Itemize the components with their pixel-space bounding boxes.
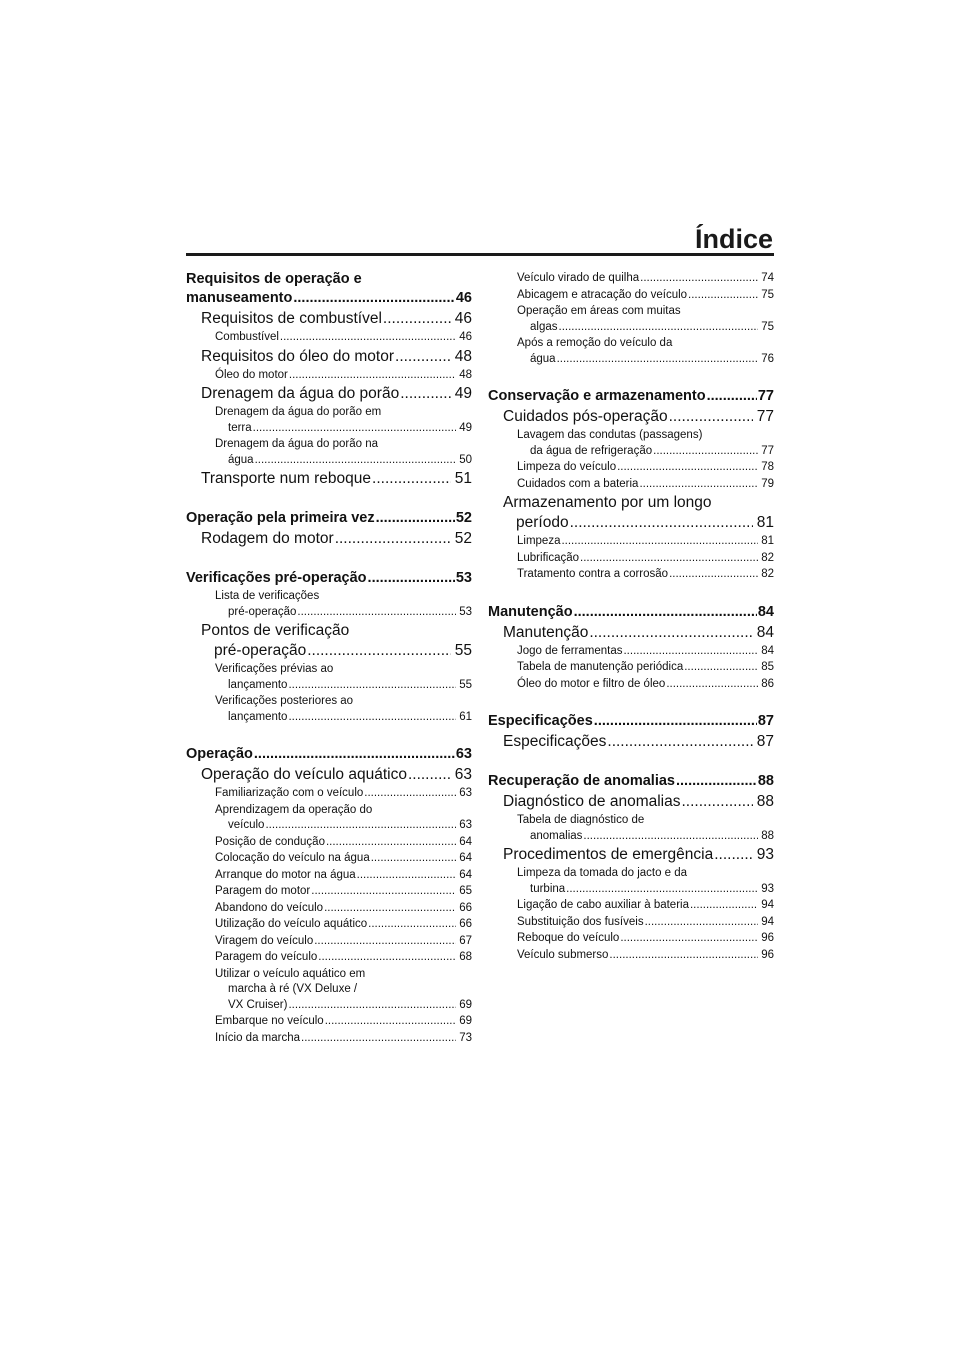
dot-leader	[376, 509, 455, 528]
toc-entry-level-3[interactable]	[186, 1014, 472, 1030]
dot-leader	[254, 745, 455, 764]
toc-entry-title: Arranque do motor na água	[215, 868, 356, 881]
toc-entry-level-3[interactable]	[488, 567, 774, 583]
dot-leader	[297, 605, 456, 621]
toc-entry-level-2[interactable]	[186, 529, 472, 549]
page-number: 49	[454, 385, 472, 402]
toc-entry-title: Abicagem e atracação do veículo	[517, 288, 688, 301]
dot-leader	[265, 818, 456, 834]
toc-entry-title: lançamento	[228, 678, 288, 691]
toc-entry-title: anomalias	[530, 829, 583, 842]
dot-leader	[372, 469, 451, 489]
toc-entry-title-line: Drenagem da água do porão na	[215, 438, 379, 450]
toc-entry-title: pré-operação	[214, 642, 307, 659]
page-number: 79	[761, 477, 774, 490]
dot-leader	[669, 407, 753, 427]
page-number: 46	[459, 331, 472, 343]
toc-entry-title-line: Requisitos de operação e	[186, 271, 362, 287]
page-number: 81	[761, 535, 774, 547]
toc-entry-level-1[interactable]	[488, 603, 774, 622]
toc-entry-title-line: Lavagem das condutas (passagens)	[517, 429, 703, 441]
page-number: 64	[459, 835, 472, 848]
page-number: 63	[454, 766, 472, 783]
toc-entry-title: Óleo do motor	[215, 368, 288, 381]
dot-leader	[609, 948, 758, 964]
toc-entry-title: Início da marcha	[215, 1031, 301, 1044]
page-number: 82	[761, 568, 774, 580]
toc-section	[186, 569, 472, 725]
toc-entry-level-3[interactable]	[488, 948, 774, 964]
toc-entry-title: Requisitos do óleo do motor	[201, 347, 395, 365]
page-number: 88	[757, 773, 774, 789]
page-number: 48	[454, 347, 472, 365]
toc-entry-title-line: Lista de verificações	[215, 590, 320, 602]
toc-entry-level-2[interactable]	[488, 845, 774, 865]
toc-entry-title: Manutenção	[503, 623, 589, 641]
page-number: 63	[459, 819, 472, 831]
toc-entry-title-line: Após a remoção do veículo da	[517, 337, 673, 349]
toc-entry-level-3[interactable]	[488, 677, 774, 693]
toc-entry-title: Tratamento contra a corrosão	[517, 568, 669, 580]
dot-leader	[288, 678, 456, 694]
toc-entry-title: VX Cruiser)	[228, 998, 288, 1011]
dot-leader	[561, 534, 758, 550]
toc-entry-title: Requisitos de combustível	[201, 310, 382, 327]
toc-entry-level-1[interactable]	[186, 270, 472, 308]
dot-leader	[408, 765, 451, 785]
page-number: 53	[459, 605, 472, 618]
page-number: 67	[459, 934, 472, 947]
page-number: 55	[459, 678, 472, 691]
toc-section	[488, 603, 774, 693]
dot-leader	[690, 898, 758, 914]
page-number: 55	[454, 642, 472, 659]
toc-entry-title: manuseamento	[186, 290, 293, 306]
toc-entry-title-line: Operação em áreas com muitas	[517, 305, 681, 317]
dot-leader	[623, 644, 758, 660]
dot-leader	[620, 931, 758, 947]
dot-leader	[574, 603, 757, 622]
toc-entry-title: Limpeza	[517, 535, 561, 547]
page-number: 88	[756, 793, 774, 810]
page-number: 93	[761, 882, 774, 895]
toc-entry-title: Cuidados pós-operação	[503, 408, 668, 425]
page-title: Índice	[694, 224, 773, 254]
dot-leader	[669, 567, 758, 583]
page-number: 75	[761, 288, 774, 301]
toc-entry-level-3[interactable]	[488, 551, 774, 567]
dot-leader	[594, 712, 757, 731]
dot-leader	[255, 453, 457, 469]
toc-entry-title: Drenagem da água do porão	[201, 385, 400, 402]
toc-entry-level-3[interactable]	[488, 866, 774, 897]
page-number: 93	[756, 846, 774, 863]
toc-entry-level-2[interactable]	[488, 732, 774, 752]
dot-leader	[566, 882, 758, 898]
toc-entry-level-3[interactable]	[186, 835, 472, 851]
toc-entry-level-3[interactable]	[186, 437, 472, 468]
toc-entry-level-3[interactable]	[186, 1031, 472, 1047]
dot-leader	[324, 901, 456, 917]
toc-entry-title: Limpeza do veículo	[517, 461, 617, 473]
toc-entry-title-line: Aprendizagem da operação do	[215, 803, 373, 816]
dot-leader	[570, 513, 753, 533]
toc-entry-title: Especificações	[503, 733, 607, 750]
page-number: 84	[757, 603, 774, 620]
dot-leader	[318, 950, 456, 966]
page-number: 51	[454, 470, 472, 487]
toc-entry-level-3[interactable]	[488, 428, 774, 459]
toc-entry-title: Reboque do veículo	[517, 932, 620, 944]
toc-entry-title: Procedimentos de emergência	[503, 846, 714, 863]
toc-entry-title: Ligação de cabo auxiliar à bateria	[517, 899, 689, 911]
page-number: 66	[459, 918, 472, 930]
page-number: 96	[761, 932, 774, 944]
page-number: 50	[459, 453, 472, 466]
toc-entry-level-2[interactable]	[186, 347, 472, 367]
toc-entry-level-3[interactable]	[488, 336, 774, 367]
page-number: 85	[761, 661, 774, 673]
toc-entry-title: período	[516, 514, 569, 531]
page-number: 65	[459, 885, 472, 897]
page-number: 61	[459, 710, 472, 723]
page-number: 77	[757, 388, 774, 404]
dot-leader	[371, 851, 456, 867]
dot-leader	[639, 477, 758, 493]
toc-entry-level-2[interactable]	[186, 384, 472, 404]
toc-entry-title: Posição de condução	[215, 835, 325, 848]
toc-left-column	[186, 270, 472, 1066]
toc-section	[488, 271, 774, 367]
toc-entry-title: Paragem do motor	[215, 885, 311, 897]
toc-entry-title: Óleo do motor e filtro de óleo	[517, 677, 666, 690]
dot-leader	[326, 835, 456, 851]
page-number: 78	[761, 461, 774, 473]
toc-entry-title: Verificações pré-operação	[186, 570, 367, 586]
toc-entry-level-2[interactable]	[186, 621, 472, 661]
page-number: 87	[757, 713, 774, 729]
toc-entry-title: Diagnóstico de anomalias	[503, 793, 681, 810]
dot-leader	[325, 1014, 457, 1030]
page-number: 87	[756, 733, 774, 750]
page-number: 75	[761, 320, 774, 333]
toc-entry-title-line: Pontos de verificação	[201, 622, 350, 639]
page-number: 94	[761, 899, 774, 911]
toc-entry-level-3[interactable]	[488, 813, 774, 844]
dot-leader	[368, 917, 456, 933]
toc-entry-level-3[interactable]	[488, 915, 774, 931]
dot-leader	[707, 387, 757, 406]
toc-entry-title: veículo	[228, 819, 265, 831]
toc-entry-level-3[interactable]	[186, 934, 472, 950]
toc-entry-level-3[interactable]	[186, 917, 472, 933]
toc-entry-level-3[interactable]	[186, 405, 472, 436]
page-number: 49	[459, 421, 472, 434]
dot-leader	[583, 829, 758, 845]
dot-leader	[653, 444, 758, 460]
toc-entry-title-line: Verificações posteriores ao	[215, 695, 354, 707]
toc-section	[488, 772, 774, 963]
toc-entry-level-3[interactable]	[186, 967, 472, 1014]
dot-leader	[293, 289, 454, 308]
toc-entry-level-1[interactable]	[186, 509, 472, 528]
toc-entry-title: Lubrificação	[517, 551, 580, 564]
toc-entry-title: algas	[530, 320, 558, 333]
toc-entry-title-line: Utilizar o veículo aquático em	[215, 967, 366, 980]
toc-entry-title: água	[530, 352, 556, 365]
toc-entry-title: Familiarização com o veículo	[215, 787, 364, 799]
toc-entry-title: Paragem do veículo	[215, 951, 318, 963]
toc-entry-title: Substituição dos fusíveis	[517, 915, 644, 928]
toc-entry-title: Conservação e armazenamento	[488, 388, 706, 404]
toc-entry-level-3[interactable]	[186, 589, 472, 620]
dot-leader	[289, 368, 456, 384]
toc-entry-level-3[interactable]	[488, 460, 774, 476]
toc-entry-level-2[interactable]	[186, 765, 472, 785]
dot-leader	[559, 320, 759, 336]
page-number: 94	[761, 915, 774, 928]
dot-leader	[368, 569, 455, 588]
toc-entry-title: Operação do veículo aquático	[201, 766, 407, 783]
toc-entry-title: Operação pela primeira vez	[186, 510, 375, 526]
toc-entry-title: Colocação do veículo na água	[215, 852, 370, 864]
page-number: 81	[756, 514, 774, 531]
dot-leader	[288, 998, 456, 1014]
dot-leader	[311, 884, 456, 900]
page-number: 73	[459, 1031, 472, 1044]
dot-leader	[383, 309, 451, 329]
dot-leader	[580, 551, 758, 567]
toc-entry-level-3[interactable]	[488, 477, 774, 493]
toc-entry-title: Combustível	[215, 331, 279, 343]
page-number: 63	[455, 746, 472, 762]
page-number: 77	[761, 444, 774, 457]
toc-entry-title: Jogo de ferramentas	[517, 644, 623, 657]
toc-entry-level-3[interactable]	[186, 330, 472, 346]
toc-entry-title: Rodagem do motor	[201, 530, 334, 547]
dot-leader	[301, 1031, 456, 1047]
toc-section	[488, 712, 774, 752]
toc-entry-level-3[interactable]	[488, 660, 774, 676]
toc-entry-title-line: Armazenamento por um longo	[503, 494, 712, 511]
toc-entry-title: Embarque no veículo	[215, 1015, 324, 1027]
page-number: 52	[454, 530, 472, 547]
toc-entry-title: Tabela de manutenção periódica	[517, 661, 684, 673]
dot-leader	[714, 845, 753, 865]
page-number: 64	[459, 868, 472, 881]
dot-leader	[314, 934, 456, 950]
dot-leader	[280, 330, 456, 346]
toc-entry-level-3[interactable]	[488, 534, 774, 550]
toc-entry-title-line: Tabela de diagnóstico de	[517, 814, 645, 826]
toc-entry-title-line: Verificações prévias ao	[215, 663, 334, 675]
toc-entry-title: água	[228, 453, 254, 466]
toc-entry-level-1[interactable]	[488, 772, 774, 791]
toc-entry-title: Cuidados com a bateria	[517, 477, 639, 490]
toc-entry-title: Especificações	[488, 713, 593, 729]
toc-entry-level-2[interactable]	[488, 407, 774, 427]
toc-entry-level-3[interactable]	[186, 662, 472, 693]
toc-right-column	[488, 270, 774, 983]
toc-entry-level-1[interactable]	[186, 745, 472, 764]
dot-leader	[395, 347, 451, 367]
dot-leader	[589, 623, 752, 643]
toc-entry-title: Abandono do veículo	[215, 901, 324, 914]
dot-leader	[645, 915, 759, 931]
page-number: 68	[459, 951, 472, 963]
toc-section	[186, 745, 472, 1046]
dot-leader	[640, 271, 758, 287]
toc-entry-title-line: Limpeza da tomada do jacto e da	[517, 867, 688, 879]
dot-leader	[288, 710, 456, 726]
dot-leader	[557, 352, 759, 368]
toc-entry-title: terra	[228, 421, 252, 434]
page-number: 63	[459, 787, 472, 799]
toc-entry-title: pré-operação	[228, 605, 297, 618]
page-number: 69	[459, 1015, 472, 1027]
page-number: 46	[455, 290, 472, 306]
toc-section	[186, 509, 472, 549]
page-number: 64	[459, 852, 472, 864]
dot-leader	[364, 786, 456, 802]
toc-entry-title: Transporte num reboque	[201, 470, 372, 487]
toc-entry-level-1[interactable]	[488, 712, 774, 731]
page-number: 74	[761, 272, 774, 284]
dot-leader	[335, 529, 451, 549]
dot-leader	[253, 421, 457, 437]
toc-entry-level-3[interactable]	[488, 898, 774, 914]
toc-entry-title-line: marcha à ré (VX Deluxe /	[228, 983, 358, 995]
toc-entry-level-2[interactable]	[186, 469, 472, 489]
toc-entry-title: Manutenção	[488, 603, 573, 620]
toc-entry-level-2[interactable]	[488, 493, 774, 533]
page-number: 86	[761, 677, 774, 690]
toc-entry-title: Utilização do veículo aquático	[215, 918, 368, 930]
dot-leader	[357, 868, 457, 884]
page-number: 52	[455, 510, 472, 526]
toc-entry-level-1[interactable]	[186, 569, 472, 588]
toc-entry-level-2[interactable]	[488, 792, 774, 812]
toc-entry-level-3[interactable]	[488, 644, 774, 660]
dot-leader	[400, 384, 451, 404]
page-number: 66	[459, 901, 472, 914]
toc-entry-level-3[interactable]	[186, 950, 472, 966]
dot-leader	[307, 641, 451, 661]
page-number: 96	[761, 948, 774, 961]
toc-entry-level-3[interactable]	[186, 786, 472, 802]
toc-section	[186, 270, 472, 489]
dot-leader	[682, 792, 753, 812]
toc-entry-title: Recuperação de anomalias	[488, 773, 675, 789]
toc-entry-level-2[interactable]	[488, 623, 774, 643]
toc-entry-level-3[interactable]	[186, 368, 472, 384]
toc-entry-level-3[interactable]	[186, 901, 472, 917]
dot-leader	[607, 732, 752, 752]
toc-entry-title-line: Drenagem da água do porão em	[215, 406, 382, 418]
title-divider	[186, 253, 774, 256]
page-number: 53	[455, 570, 472, 586]
toc-entry-level-3[interactable]	[488, 288, 774, 304]
toc-entry-level-2[interactable]	[186, 309, 472, 329]
toc-entry-level-3[interactable]	[488, 304, 774, 335]
toc-entry-level-3[interactable]	[186, 694, 472, 725]
toc-entry-level-3[interactable]	[186, 803, 472, 834]
toc-entry-level-3[interactable]	[186, 868, 472, 884]
toc-entry-level-3[interactable]	[186, 884, 472, 900]
dot-leader	[688, 288, 758, 304]
toc-entry-level-3[interactable]	[488, 271, 774, 287]
page-number: 76	[761, 352, 774, 365]
dot-leader	[666, 677, 758, 693]
toc-section	[488, 387, 774, 583]
page-number: 48	[459, 368, 472, 381]
toc-entry-level-1[interactable]	[488, 387, 774, 406]
toc-entry-title: lançamento	[228, 710, 288, 723]
toc-entry-title: Veículo submerso	[517, 948, 609, 961]
page-number: 82	[761, 551, 774, 564]
page-number: 46	[454, 310, 472, 327]
page-number: 84	[756, 623, 774, 641]
page-number: 69	[459, 998, 472, 1011]
dot-leader	[676, 772, 757, 791]
toc-entry-title: Veículo virado de quilha	[517, 272, 640, 284]
page-number: 88	[761, 829, 774, 842]
page-number: 84	[761, 644, 774, 657]
toc-entry-title: da água de refrigeração	[530, 444, 653, 457]
toc-entry-title: Viragem do veículo	[215, 934, 314, 947]
page-number: 77	[756, 408, 774, 425]
toc-entry-level-3[interactable]	[488, 931, 774, 947]
toc-entry-title: turbina	[530, 882, 566, 895]
dot-leader	[617, 460, 758, 476]
toc-entry-title: Operação	[186, 746, 253, 762]
toc-entry-level-3[interactable]	[186, 851, 472, 867]
dot-leader	[684, 660, 758, 676]
